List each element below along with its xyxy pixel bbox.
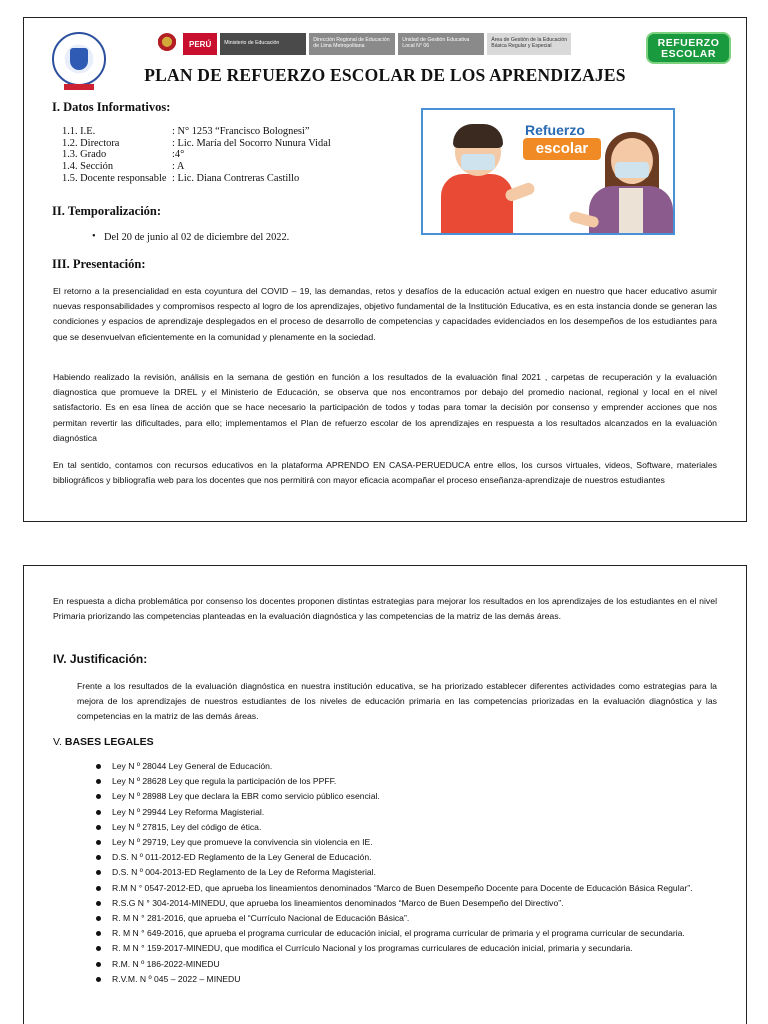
- list-item: Ley N º 28044 Ley General de Educación.: [94, 759, 724, 774]
- justificacion-heading: IV. Justificación:: [53, 652, 148, 666]
- refuerzo-illustration: [421, 108, 675, 235]
- temporalizacion-heading: II. Temporalización:: [52, 204, 162, 218]
- list-item: Ley N º 28628 Ley que regula la participación de los PPFF.: [94, 774, 724, 789]
- list-item: R.V.M. N º 045 – 2022 – MINEDU: [94, 972, 724, 987]
- bases-legales-heading: V. BASES LEGALES: [53, 736, 154, 748]
- illustration-title-escolar: escolar: [523, 138, 601, 160]
- datos-row: 1.4. Sección : A: [62, 161, 185, 173]
- list-item: R. M N ° 649-2016, que aprueba el programa curricular de educación inicial, el programa curricular de primaria y el programa curricular de secundaria.: [94, 926, 724, 941]
- peru-shield-icon: [157, 33, 177, 55]
- list-item: D.S. N º 011-2012-ED Reglamento de la Ley General de Educación.: [94, 850, 724, 865]
- datos-list: [62, 126, 331, 185]
- page2-intro-paragraph: En respuesta a dicha problemática por consenso los docentes proponen distintas estrategias para mejorar los resultados en los aprendizajes de los estudiantes en el nivel Primaria priorizando las competencias planteadas en la evaluación diagnóstica y las competencias de la matriz de las demás áreas.: [53, 596, 717, 622]
- ministerio-label: Ministerio de Educación: [220, 33, 306, 55]
- datos-row: 1.5. Docente responsable : Lic. Diana Contreras Castillo: [62, 172, 300, 184]
- illustration-title-refuerzo: Refuerzo: [525, 122, 585, 138]
- presentacion-paragraph-2: Habiendo realizado la revisión, análisis en la semana de gestión en función a los resultados de la evaluación final 2021 , carpetas de recuperación y la evaluación diagnostica que promueve la DREL y el Ministerio de Educación, se observa que nos encontramos por debajo del promedio nacional, regional y local en el nivel satisfactorio. Es en esa línea de acción que se hace necesario la participación de todos y todas para tomar la decisión por consenso y emprender acciones que nos permitan revertir las dificultades, para ello; implementamos el Plan de refuerzo escolar de los aprendizajes en respuesta a los resultados alcanzados en la evaluación diagnóstica: [53, 372, 717, 443]
- student-figure-icon: [441, 174, 513, 235]
- list-item: Ley N º 27815, Ley del código de ética.: [94, 820, 724, 835]
- datos-row: 1.1. I.E. : N° 1253 “Francisco Bolognesi”: [62, 126, 310, 137]
- list-item: R. M N ° 281-2016, que aprueba el “Currículo Nacional de Educación Básica”.: [94, 911, 724, 926]
- bases-legales-list: [94, 759, 724, 987]
- justificacion-paragraph: Frente a los resultados de la evaluación diagnóstica en nuestra institución educativa, se ha priorizado establecer diferentes actividades como estrategias para la mejora de los aprendizajes de nuestros estudiantes de los niveles de educación primaria en las competencias priorizadas en la evaluación diagnóstica y las competencias en la matriz de las demás áreas.: [77, 681, 717, 722]
- document-page-2: [23, 565, 747, 1024]
- refuerzo-escolar-badge: REFUERZO ESCOLAR: [646, 32, 731, 64]
- area-label: Área de Gestión de la Educación Básica Regular y Especial: [487, 33, 571, 55]
- presentacion-paragraph-1: El retorno a la presencialidad en esta coyuntura del COVID – 19, las demandas, retos y desafíos de la educación actual exigen en nuestro que hacer educativo asumir nuevas responsabilidades y compromisos respecto al logro de los aprendizajes, objetivo fundamental de la Institución Educativa, es en esta instancia donde se generan las condiciones y espacios de aprendizaje desplegados en el proceso de desarrollo de competencias y capacidades evidenciados en los desempeños de los estudiantes para que se desenvuelvan eficientemente en la comunidad y plenamente en la sociedad.: [53, 286, 717, 342]
- list-item: R.S.G N ° 304-2014-MINEDU, que aprueba los lineamientos denominados “Marco de Buen Desempeño del Directivo”.: [94, 896, 724, 911]
- list-item: Ley N º 28988 Ley que declara la EBR como servicio público esencial.: [94, 789, 724, 804]
- ministry-banner: [157, 33, 571, 55]
- list-item: Ley N º 29944 Ley Reforma Magisterial.: [94, 805, 724, 820]
- list-item: D.S. N º 004-2013-ED Reglamento de la Ley de Reforma Magisterial.: [94, 865, 724, 880]
- datos-row: 1.3. Grado :4°: [62, 149, 185, 161]
- page-title: PLAN DE REFUERZO ESCOLAR DE LOS APRENDIZAJES: [144, 65, 626, 85]
- list-item: R.M. N º 186-2022-MINEDU: [94, 957, 724, 972]
- datos-row: 1.2. Directora : Lic. María del Socorro Nunura Vidal: [62, 137, 331, 149]
- document-page-1: [23, 17, 747, 522]
- list-item: R.M N ° 0547-2012-ED, que aprueba los lineamientos denominados “Marco de Buen Desempeño Docente para Docente de Educación Básica Regular”.: [94, 881, 724, 896]
- presentacion-heading: III. Presentación:: [52, 257, 146, 271]
- presentacion-paragraph-3: En tal sentido, contamos con recursos educativos en la plataforma APRENDO EN CASA-PERUEDUCA entre ellos, los cursos virtuales, videos, Software, materiales bibliográficos y bibliografía web para los docentes que nos permitirá con mayor eficacia acompañar el proceso enseñanza-aprendizaje de nuestros estudiantes: [53, 460, 717, 486]
- list-item: R. M N ° 159-2017-MINEDU, que modifica el Currículo Nacional y los programas curriculares de educación inicial, primaria y secundaria.: [94, 941, 724, 956]
- list-item: Ley N º 29719, Ley que promueve la convivencia sin violencia en IE.: [94, 835, 724, 850]
- datos-heading: I. Datos Informativos:: [52, 100, 171, 114]
- peru-label: PERÚ: [183, 33, 217, 55]
- dre-label: Dirección Regional de Educación de Lima Metropolitana: [309, 33, 395, 55]
- temporalizacion-item: • Del 20 de junio al 02 de diciembre del 2022.: [104, 232, 289, 243]
- ugel-label: Unidad de Gestión Educativa Local N° 06: [398, 33, 484, 55]
- face-mask-icon: [461, 154, 495, 170]
